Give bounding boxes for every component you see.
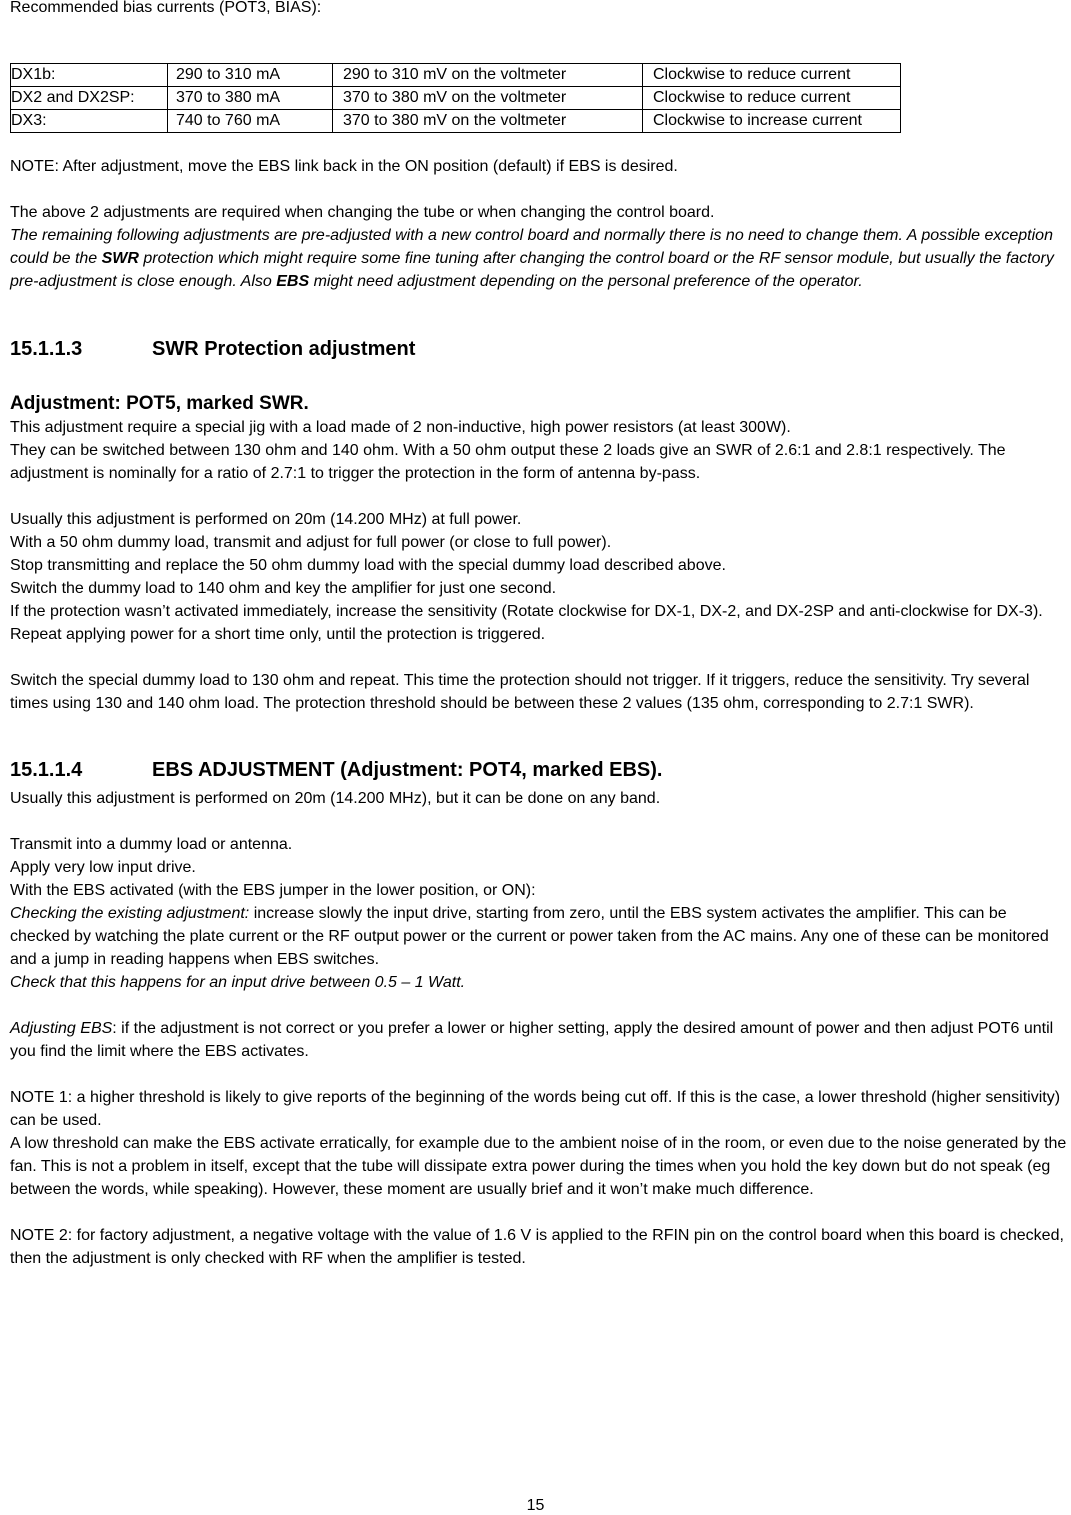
swr-step: Stop transmitting and replace the 50 ohm dummy load with the special dummy load described above. — [10, 557, 726, 574]
swr-step: If the protection wasn’t activated immediately, increase the sensitivity (Rotate clockwise for DX-1, DX-2, and DX-2SP and anti-clockwise for DX-3). — [10, 603, 1043, 620]
section-heading-ebs: 15.1.1.4 EBS ADJUSTMENT (Adjustment: POT4, marked EBS). — [10, 759, 663, 781]
bias-table — [10, 63, 901, 133]
table-cell: Clockwise to increase current — [643, 110, 901, 133]
ebs-step: Transmit into a dummy load or antenna. — [10, 836, 293, 853]
ebs-note1-continued: A low threshold can make the EBS activate erratically, for example due to the ambient noise of in the room, or even due to the noise generated by the fan. This is not a problem in itself, except that the tube will dissipate extra power during the times when you hold the key down but do not speak (eg between the words, while speaking). However, these moment are usually brief and it won’t make much difference. — [10, 1135, 1067, 1198]
ebs-step: With the EBS activated (with the EBS jumper in the lower position, or ON): — [10, 882, 536, 899]
table-cell: DX3: — [11, 110, 168, 133]
table-cell: 370 to 380 mV on the voltmeter — [333, 110, 643, 133]
italic-paragraph: The remaining following adjustments are pre-adjusted with a new control board and normally there is no need to change them. A possible exception could be the SWR protection which might require some fine tuning after changing the control board or the RF sensor module, but usually the factory pre-adjustment is close enough. Also EBS might need adjustment depending on the personal preference of the operator. — [10, 227, 1054, 290]
table-cell: 740 to 760 mA — [168, 110, 333, 133]
table-row — [11, 110, 901, 133]
ebs-adjusting: Adjusting EBS: if the adjustment is not correct or you prefer a lower or higher setting, apply the desired amount of power and then adjust POT6 until you find the limit where the EBS activates. — [10, 1020, 1054, 1060]
swr-step: Switch the dummy load to 140 ohm and key the amplifier for just one second. — [10, 580, 557, 597]
table-cell: Clockwise to reduce current — [643, 64, 901, 87]
swr-final: Switch the special dummy load to 130 ohm and repeat. This time the protection should not trigger. If it triggers, reduce the sensitivity. Try several times using 130 and 140 ohm load. The protection threshold should be between these 2 values (135 ohm, corresponding to 2.7:1 SWR). — [10, 672, 1030, 712]
ebs-checking: Checking the existing adjustment: increase slowly the input drive, starting from zero, until the EBS system activates the amplifier. This can be checked by watching the plate current or the RF output power or the current or power taken from the AC mains. Any one of these can be monitored and a jump in reading happens when EBS switches. — [10, 905, 1049, 968]
table-cell: Clockwise to reduce current — [643, 87, 901, 110]
table-cell: 370 to 380 mA — [168, 87, 333, 110]
section-heading-swr: 15.1.1.3 SWR Protection adjustment — [10, 338, 416, 360]
swr-step: Repeat applying power for a short time only, until the protection is triggered. — [10, 626, 546, 643]
bias-note: NOTE: After adjustment, move the EBS link back in the ON position (default) if EBS is desired. — [10, 158, 678, 175]
swr-line: They can be switched between 130 ohm and 140 ohm. With a 50 ohm output these 2 loads give an SWR of 2.6:1 and 2.8:1 respectively. The adjustment is nominally for a ratio of 2.7:1 to trigger the protection in the form of antenna by-pass. — [10, 442, 1006, 482]
bias-paragraph: The above 2 adjustments are required when changing the tube or when changing the control board. — [10, 204, 715, 221]
swr-line: This adjustment require a special jig with a load made of 2 non-inductive, high power resistors (at least 300W). — [10, 419, 791, 436]
page-number: 15 — [526, 1497, 545, 1514]
swr-step: Usually this adjustment is performed on 20m (14.200 MHz) at full power. — [10, 511, 522, 528]
table-cell: DX1b: — [11, 64, 168, 87]
table-cell: DX2 and DX2SP: — [11, 87, 168, 110]
table-row — [11, 64, 901, 87]
table-cell: 370 to 380 mV on the voltmeter — [333, 87, 643, 110]
ebs-step: Apply very low input drive. — [10, 859, 196, 876]
document-page — [10, 0, 1070, 1270]
table-cell: 290 to 310 mA — [168, 64, 333, 87]
table-cell: 290 to 310 mV on the voltmeter — [333, 64, 643, 87]
ebs-note2: NOTE 2: for factory adjustment, a negative voltage with the value of 1.6 V is applied to the RFIN pin on the control board when this board is checked, then the adjustment is only checked with RF when the amplifier is tested. — [10, 1227, 1064, 1267]
ebs-intro: Usually this adjustment is performed on 20m (14.200 MHz), but it can be done on any band. — [10, 790, 661, 807]
swr-step: With a 50 ohm dummy load, transmit and adjust for full power (or close to full power). — [10, 534, 612, 551]
bias-heading: Recommended bias currents (POT3, BIAS): — [10, 0, 322, 16]
ebs-note1: NOTE 1: a higher threshold is likely to give reports of the beginning of the words being cut off. If this is the case, a lower threshold (higher sensitivity) can be used. — [10, 1089, 1061, 1129]
ebs-check-line: Check that this happens for an input drive between 0.5 – 1 Watt. — [10, 974, 466, 991]
swr-subheading: Adjustment: POT5, marked SWR. — [10, 393, 309, 414]
table-row — [11, 87, 901, 110]
